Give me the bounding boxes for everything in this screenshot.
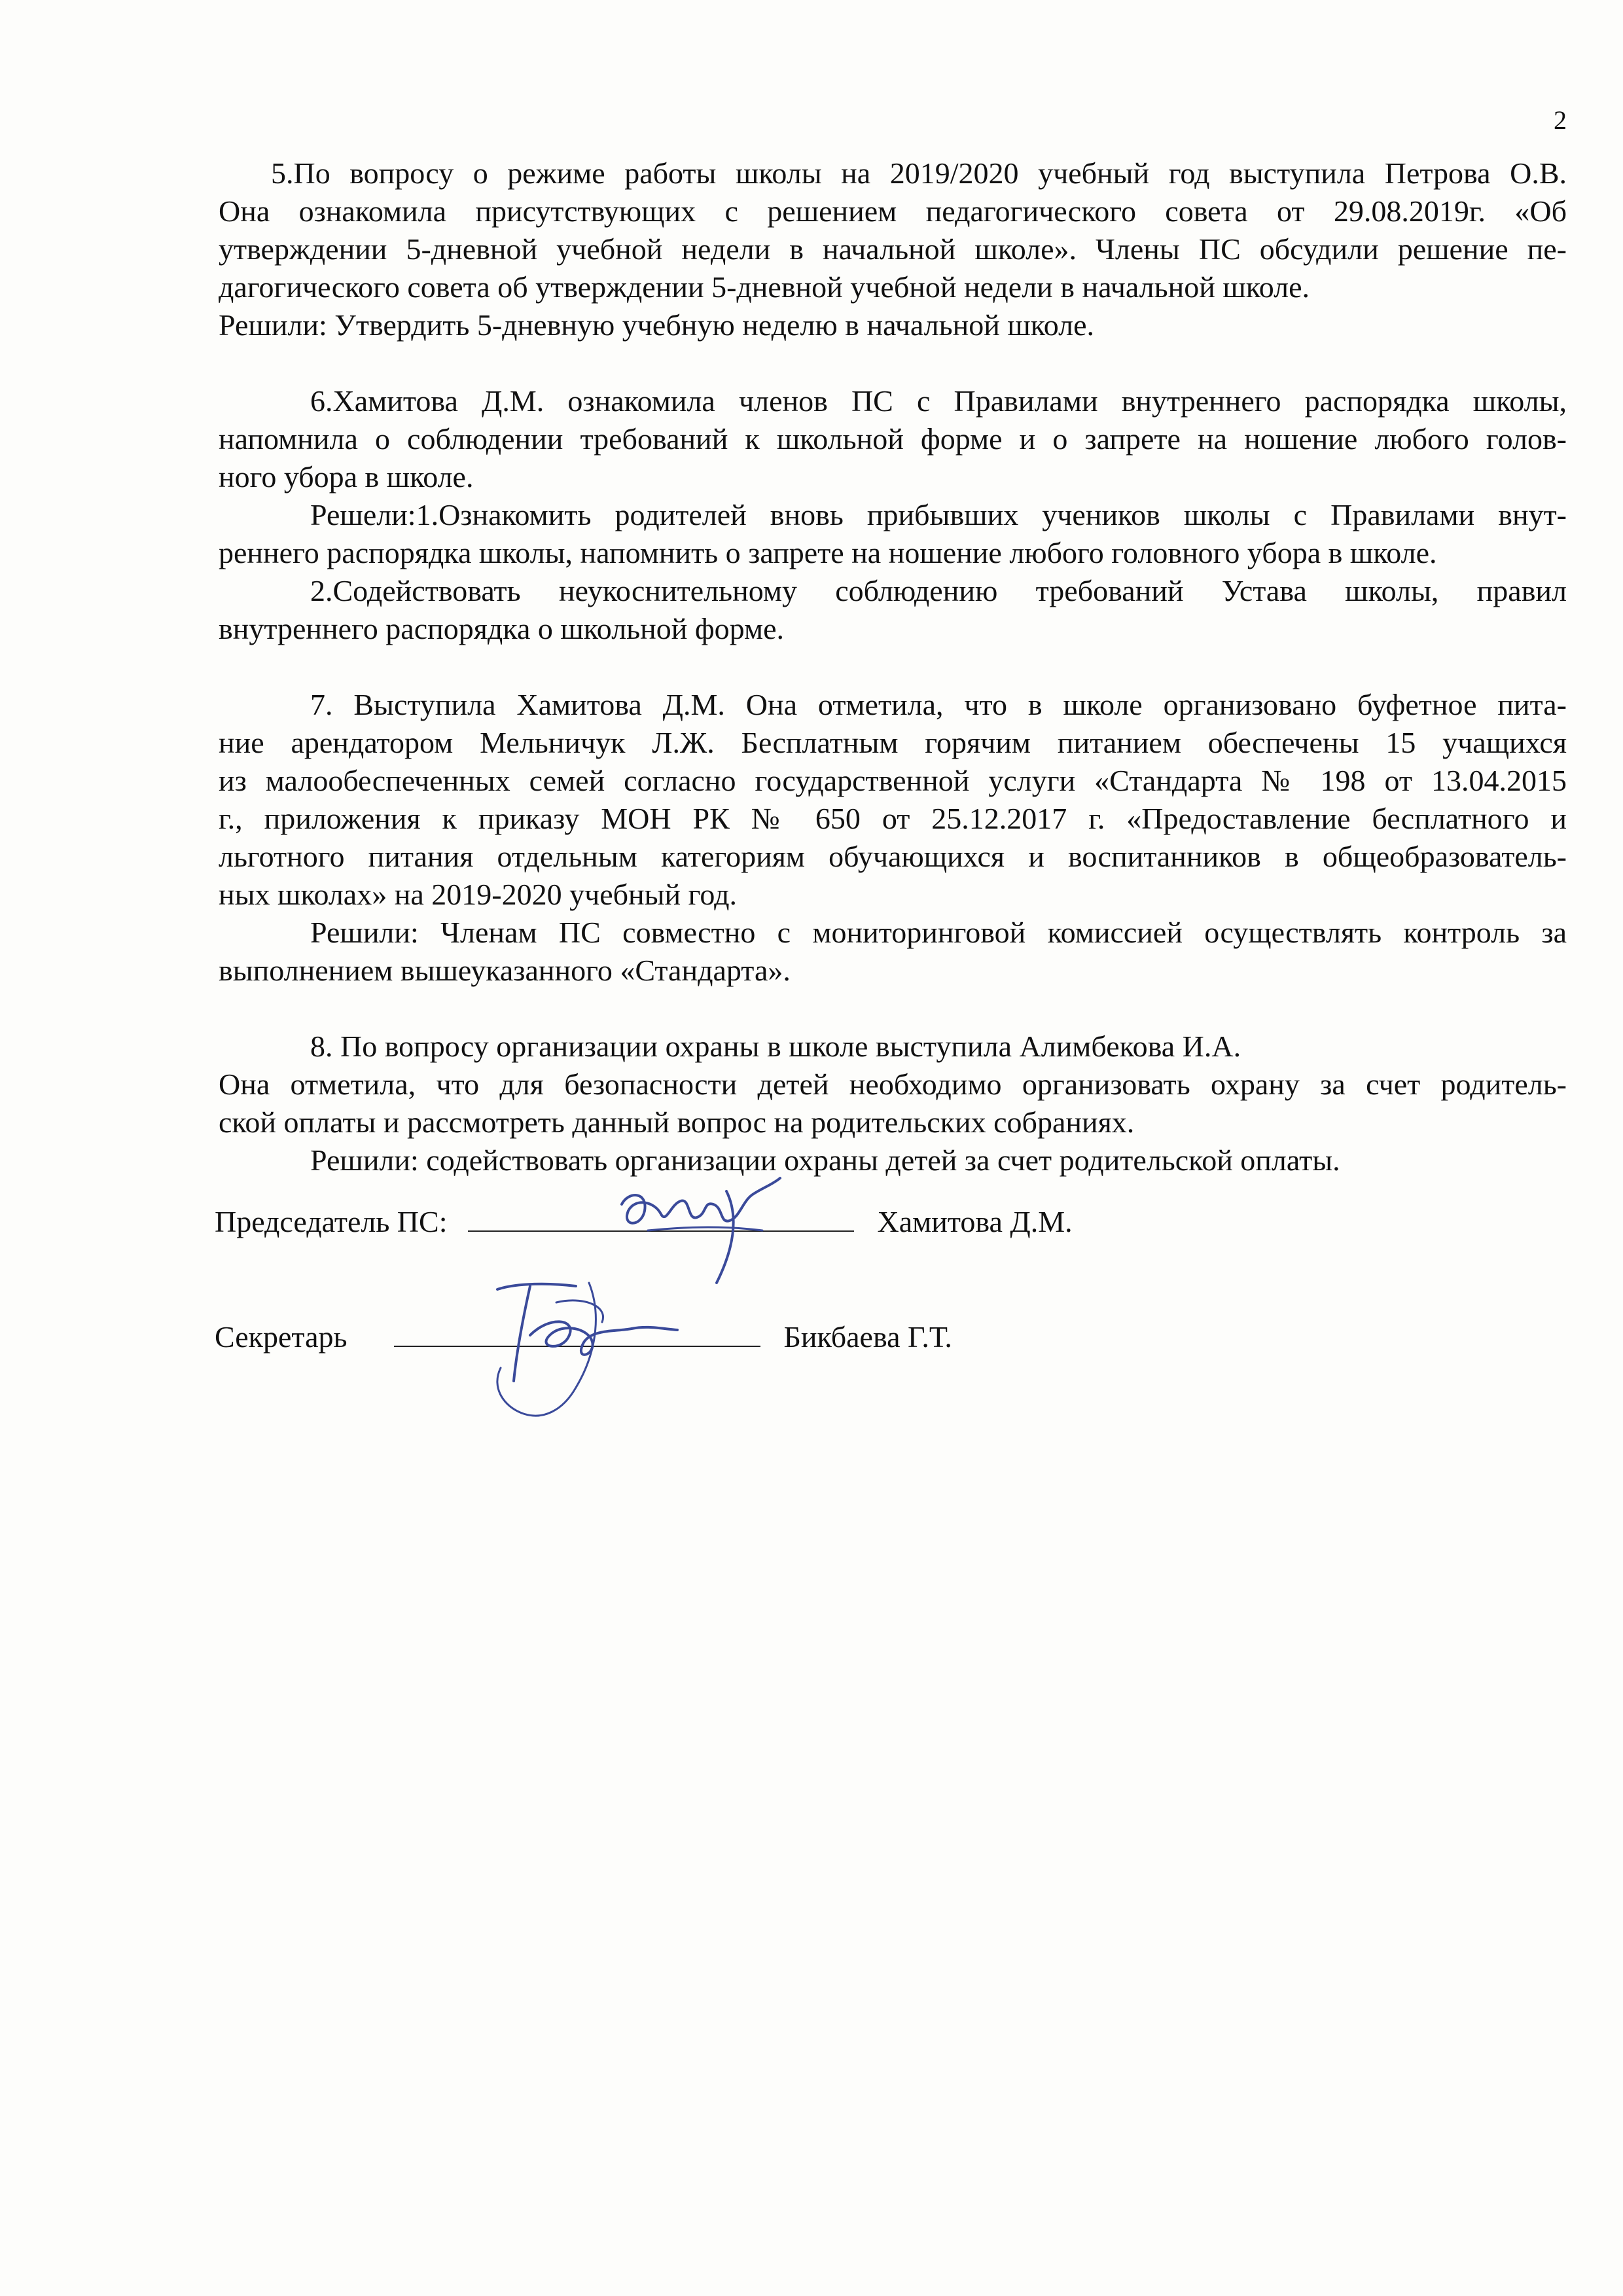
spacer: [219, 344, 1567, 382]
text-line: 7. Выступила Хамитова Д.М. Она отметила, что в школе организовано буфетное пита-: [310, 688, 1567, 721]
text-line: утверждении 5-дневной учебной недели в начальной школе». Члены ПС обсудили решение пе-: [219, 232, 1567, 266]
decision-line: Решили: содействовать организации охраны детей за счет родительской оплаты.: [310, 1143, 1340, 1177]
page-number: 2: [1554, 105, 1567, 135]
document-body: [219, 154, 1567, 1179]
text-line: из малообеспеченных семей согласно государственной услуги «Стандарта № 198 от 13.04.2015: [219, 764, 1567, 797]
text-line: внутреннего распорядка о школьной форме.: [219, 612, 785, 645]
text-line: 6.Хамитова Д.М. ознакомила членов ПС с Правилами внутреннего распорядка школы,: [310, 384, 1567, 418]
text-line: ных школах» на 2019-2020 учебный год.: [219, 878, 737, 911]
text-line: 8. По вопросу организации охраны в школе выступила Алимбекова И.А.: [310, 1030, 1241, 1063]
decision-line: 2.Содействовать неукоснительному соблюдению требований Устава школы, правил: [310, 574, 1567, 607]
text-line: ской оплаты и рассмотреть данный вопрос на родительских собраниях.: [219, 1105, 1135, 1139]
text-line: выполнением вышеуказанного «Стандарта».: [219, 954, 791, 987]
text-line: дагогического совета об утверждении 5-дневной учебной недели в начальной школе.: [219, 270, 1310, 304]
spacer: [219, 648, 1567, 686]
text-line: ние арендатором Мельничук Л.Ж. Бесплатным горячим питанием обеспечены 15 учащихся: [219, 726, 1567, 759]
text-line: г., приложения к приказу МОН РК № 650 от 25.12.2017 г. «Предоставление бесплатного и: [219, 802, 1567, 835]
secretary-handwritten-signature: [452, 1257, 700, 1427]
text-line: напомнила о соблюдении требований к школьной форме и о запрете на ношение любого голов-: [219, 422, 1567, 456]
text-line: 5.По вопросу о режиме работы школы на 2019/2020 учебный год выступила Петрова О.В.: [271, 156, 1567, 190]
decision-line: Решели:1.Ознакомить родителей вновь прибывших учеников школы с Правилами внут-: [310, 498, 1567, 531]
text-line: Она отметила, что для безопасности детей необходимо организовать охрану за счет родитель-: [219, 1067, 1567, 1101]
decision-line: Решили: Утвердить 5-дневную учебную неделю в начальной школе.: [219, 308, 1095, 342]
text-line: ного убора в школе.: [219, 460, 474, 493]
secretary-name: Бикбаева Г.Т.: [783, 1320, 952, 1354]
decision-line: Решили: Членам ПС совместно с мониторинговой комиссией осуществлять контроль за: [310, 916, 1567, 949]
secretary-label: Секретарь: [215, 1320, 348, 1354]
spacer: [219, 990, 1567, 1028]
chair-name: Хамитова Д.М.: [877, 1205, 1073, 1238]
item-8-paragraph: [219, 1028, 1567, 1179]
item-7-paragraph: [219, 686, 1567, 990]
item-5-paragraph: [219, 154, 1567, 344]
text-line: льготного питания отдельным категориям обучающихся и воспитанников в общеобразователь-: [219, 840, 1567, 873]
text-line: реннего распорядка школы, напомнить о запрете на ношение любого головного убора в школе.: [219, 536, 1437, 569]
chair-label: Председатель ПС:: [215, 1205, 448, 1238]
text-line: Она ознакомила присутствующих с решением педагогического совета от 29.08.2019г. «Об: [219, 194, 1567, 228]
item-6-paragraph: [219, 382, 1567, 648]
